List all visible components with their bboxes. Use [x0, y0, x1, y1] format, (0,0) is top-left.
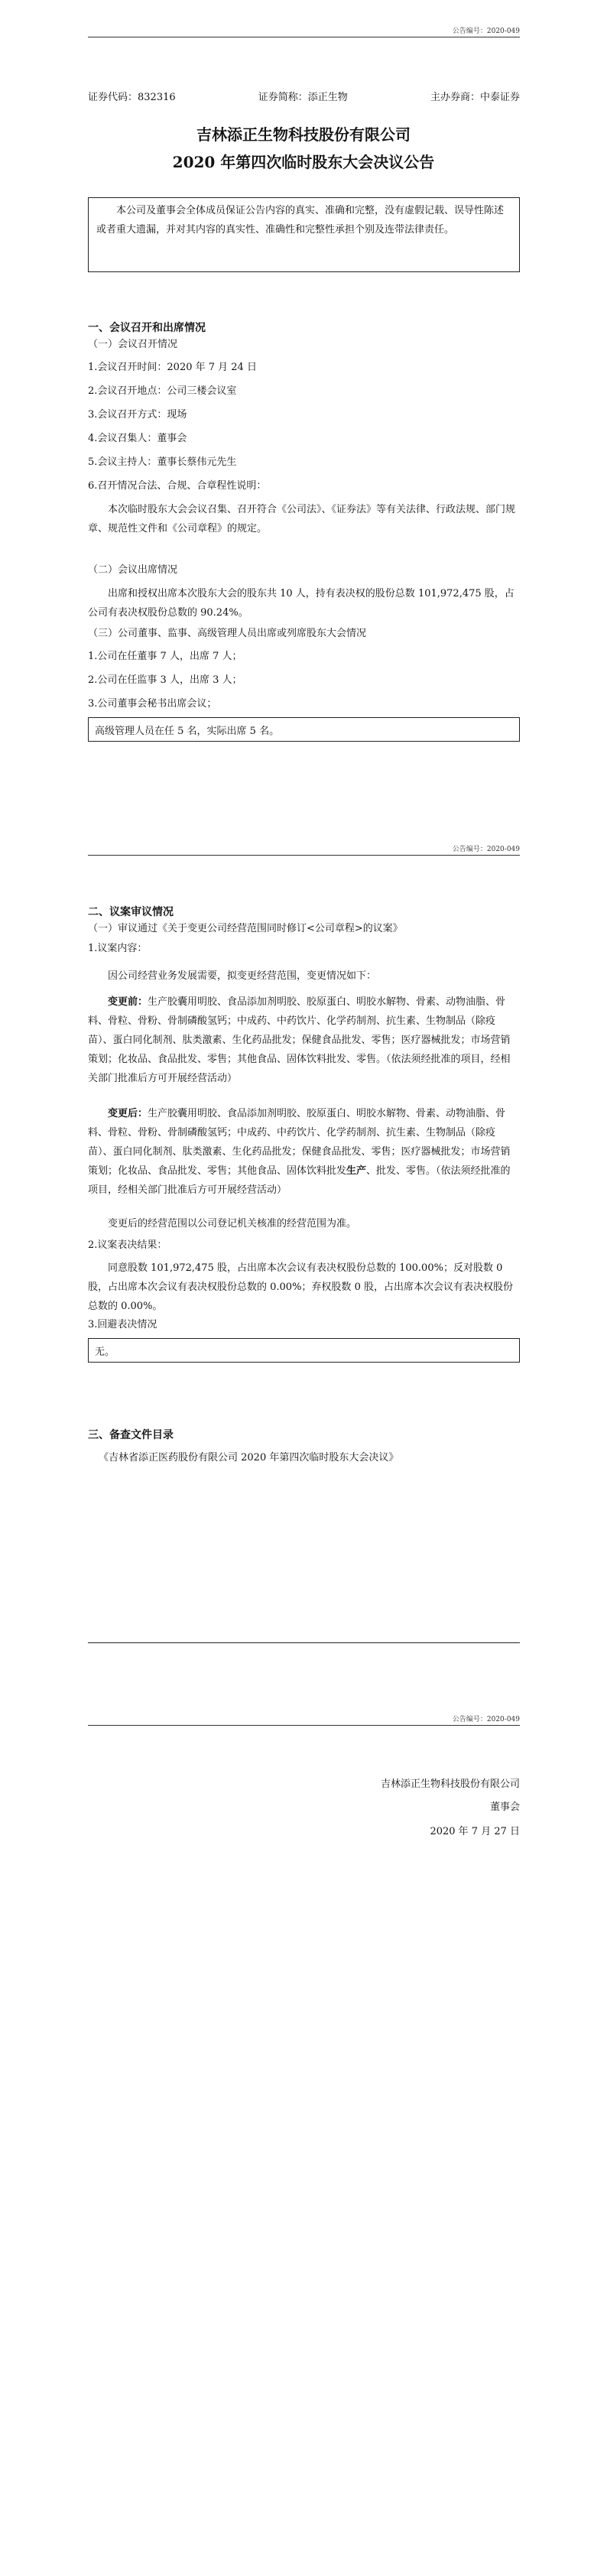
scope-after-text-b: 、批发、零售。（依法须经批准的项目，经相关部门批准后方可开展经营活动）	[88, 1165, 511, 1196]
announcement-number: 公告编号：2020-049	[452, 28, 520, 35]
subsection-1-3: （三）公司董事、监事、高级管理人员出席或列席股东大会情况	[88, 628, 367, 639]
section-2-heading: 二、议案审议情况	[88, 906, 174, 918]
page-header-3	[88, 1710, 520, 1726]
subsection-1-2: （二）会议出席情况	[88, 564, 178, 576]
reference-document: 《吉林省添正医药股份有限公司 2020 年第四次临时股东大会决议》	[99, 1452, 399, 1463]
page-header-1	[88, 21, 520, 37]
meeting-place: 2.会议召开地点：公司三楼会议室	[88, 385, 237, 397]
section-1-heading: 一、会议召开和出席情况	[88, 322, 206, 334]
legality-text: 本次临时股东大会会议召集、召开符合《公司法》、《证券法》等有关法律、行政法规、部门规章、规范性文件和《公司章程》的规定。	[88, 504, 516, 534]
final-scope-note: 变更后的经营范围以公司登记机关核准的经营范围为准。	[108, 1218, 357, 1230]
proposal-content-label: 1.议案内容：	[88, 943, 148, 954]
security-info-row	[88, 89, 520, 103]
meeting-time: 1.会议召开时间：2020 年 7 月 24 日	[88, 362, 257, 373]
section-3-heading: 三、备查文件目录	[88, 1429, 174, 1441]
vote-result-label: 2.议案表决结果：	[88, 1239, 167, 1251]
page-2-bottom-rule	[88, 1642, 520, 1643]
management-attendance-box	[88, 717, 520, 742]
security-short-name: 证券简称：添正生物	[258, 92, 348, 103]
scope-before-text: 生产胶囊用明胶、食品添加剂明胶、胶原蛋白、明胶水解物、骨素、动物油脂、骨料、骨粒、骨粉、骨制磷酸氢钙；中成药、中药饮片、化学药制剂、抗生素、生物制品（除疫苗）、蛋白同化制剂、肽类激素、生化药品批发；保健食品批发、零售；医疗器械批发；市场营销策划；化妆品、食品批发、零售；其他食品、固体饮料批发、零售。（依法须经批准的项目，经相关部门批准后方可开展经营活动）	[88, 996, 511, 1084]
meeting-convener: 4.会议召集人：董事会	[88, 433, 187, 444]
company-title: 吉林添正生物科技股份有限公司	[196, 125, 411, 144]
announcement-number-3: 公告编号：2020-049	[452, 1716, 520, 1723]
scope-before-label: 变更前：	[108, 996, 148, 1008]
scope-after	[88, 1104, 520, 1200]
announcement-number-2: 公告编号：2020-049	[452, 846, 520, 853]
attendance-text: 出席和授权出席本次股东大会的股东共 10 人，持有表决权的股份总数 101,972,475 股，占公司有表决权股份总数的 90.24%。	[88, 588, 514, 619]
scope-after-label: 变更后：	[108, 1108, 148, 1119]
scope-after-text-a: 生产胶囊用明胶、食品添加剂明胶、胶原蛋白、明胶水解物、骨素、动物油脂、骨料、骨粒、骨粉、骨制磷酸氢钙；中成药、中药饮片、化学药制剂、抗生素、生物制品（除疫苗）、蛋白同化制剂、肽类激素、生化药品批发；保健食品批发、零售；医疗器械批发；市场营销策划；化妆品、食品批发、零售；其他食品、固体饮料批发	[88, 1108, 511, 1177]
scope-after-bold: 生产	[346, 1165, 367, 1177]
supervisors-attendance: 2.公司在任监事 3 人，出席 3 人；	[88, 674, 242, 686]
meeting-host: 5.会议主持人：董事长蔡伟元先生	[88, 456, 237, 468]
signature-date: 2020 年 7 月 27 日	[430, 1826, 520, 1837]
legality-label: 6.召开情况合法、合规、合章程性说明：	[88, 480, 267, 492]
subsection-1-1: （一）会议召开情况	[88, 339, 178, 350]
secretary-attendance: 3.公司董事会秘书出席会议；	[88, 698, 217, 710]
directors-attendance: 1.公司在任董事 7 人，出席 7 人；	[88, 651, 242, 662]
disclaimer-box: 本公司及董事会全体成员保证公告内容的真实、准确和完整，没有虚假记载、误导性陈述或者重大遗漏，并对其内容的真实性、准确性和完整性承担个别及连带法律责任。	[88, 197, 520, 272]
management-attendance: 高级管理人员在任 5 名，实际出席 5 名。	[95, 726, 280, 737]
vote-result-text: 同意股数 101,972,475 股，占出席本次会议有表决权股份总数的 100.00%；反对股数 0 股，占出席本次会议有表决权股份总数的 0.00%；弃权股数 0 股，占出席本次会议有表决权股份总数的 0.00%。	[88, 1262, 513, 1312]
subsection-2-1: （一）审议通过《关于变更公司经营范围同时修订<公司章程>的议案》	[88, 923, 403, 934]
recusal-value: 无。	[95, 1346, 115, 1358]
meeting-method: 3.会议召开方式：现场	[88, 409, 187, 421]
scope-before	[88, 992, 520, 1088]
lead-broker: 主办券商：中泰证券	[430, 92, 520, 103]
recusal-label: 3.回避表决情况	[88, 1319, 157, 1330]
signature-company: 吉林添正生物科技股份有限公司	[380, 1779, 520, 1790]
page-header-2	[88, 840, 520, 856]
security-code: 证券代码：832316	[88, 92, 176, 103]
signature-board: 董事会	[489, 1801, 520, 1813]
recusal-box	[88, 1338, 520, 1363]
announcement-title: 2020 年第四次临时股东大会决议公告	[172, 153, 435, 171]
proposal-intro: 因公司经营业务发展需要，拟变更经营范围，变更情况如下：	[108, 970, 377, 982]
